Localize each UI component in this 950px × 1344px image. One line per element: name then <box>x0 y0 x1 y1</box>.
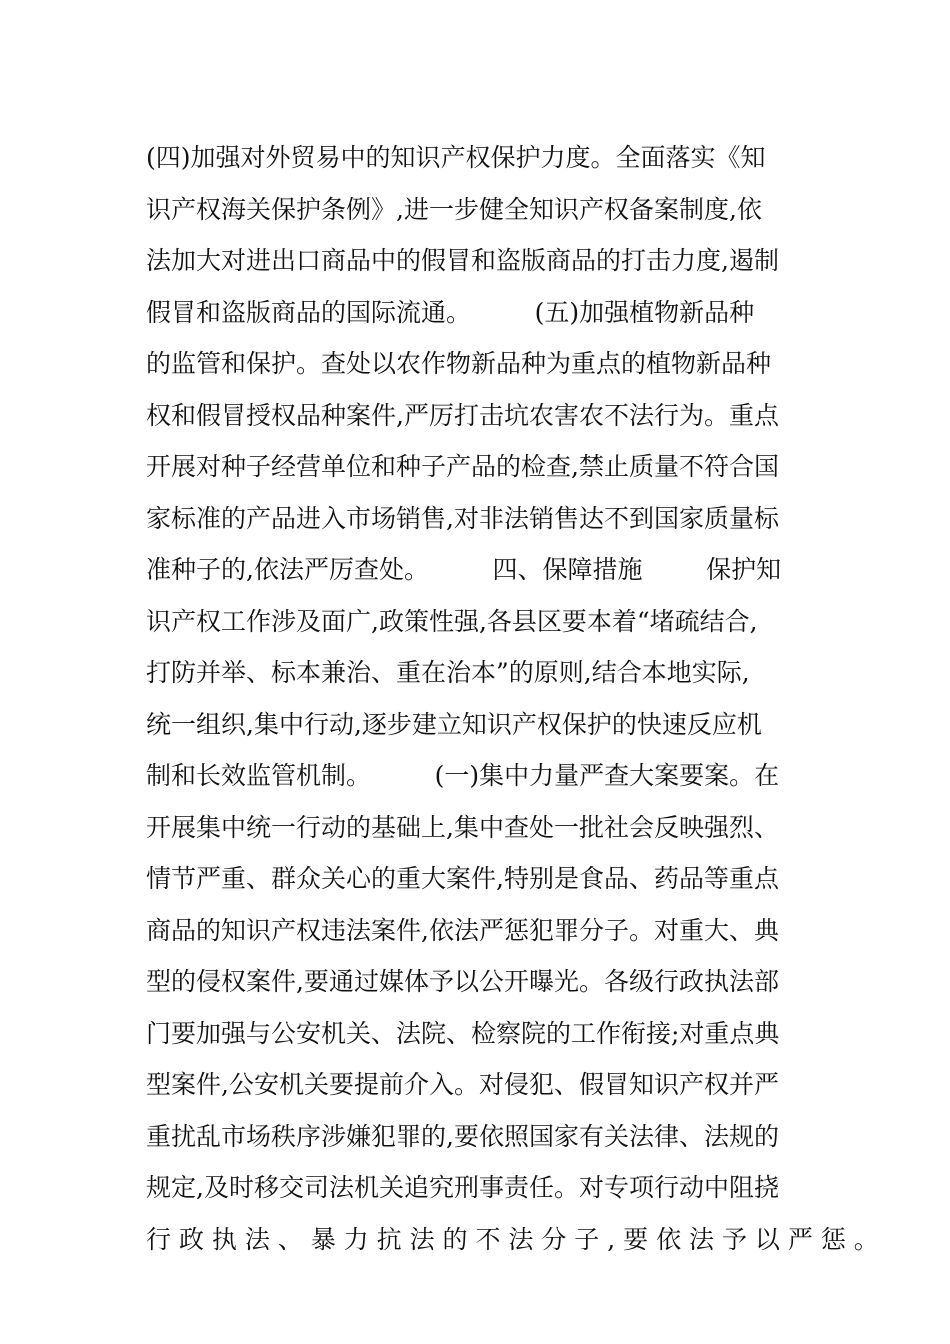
text-line: 的监管和保护。查处以农作物新品种为重点的植物新品种 <box>146 349 772 378</box>
text-line: 制和长效监管机制。 (一)集中力量严查大案要案。在 <box>146 761 780 790</box>
text-line: (四)加强对外贸易中的知识产权保护力度。全面落实《知 <box>146 143 766 172</box>
text-line: 打防并举、标本兼治、重在治本”的原则,结合本地实际, <box>146 658 750 687</box>
text-line: 开展集中统一行动的基础上,集中查处一批社会反映强烈、 <box>146 812 779 842</box>
text-line: 重扰乱市场秩序涉嫌犯罪的,要依照国家有关法律、法规的 <box>146 1121 779 1151</box>
text-line: 假冒和盗版商品的国际流通。 (五)加强植物新品种 <box>146 297 755 327</box>
text-line: 门要加强与公安机关、法院、检察院的工作衔接;对重点典 <box>146 1018 780 1048</box>
text-line: 规定,及时移交司法机关追究刑事责任。对专项行动中阻挠 <box>146 1173 779 1202</box>
text-line: 权和假冒授权品种案件,严厉打击坑农害农不法行为。重点 <box>146 400 779 430</box>
text-line: 准种子的,依法严厉查处。 四、保障措施 保护知 <box>146 555 782 584</box>
text-line: 开展对种子经营单位和种子产品的检查,禁止质量不符合国 <box>146 452 779 481</box>
text-line: 法加大对进出口商品中的假冒和盗版商品的打击力度,遏制 <box>146 246 779 275</box>
text-line: 情节严重、群众关心的重大案件,特别是食品、药品等重点 <box>146 864 779 893</box>
text-line: 型的侵权案件,要通过媒体予以公开曝光。各级行政执法部 <box>146 967 779 996</box>
text-line: 型案件,公安机关要提前介入。对侵犯、假冒知识产权并严 <box>146 1070 779 1099</box>
text-line: 行 政 执 法 、 暴 力 抗 法 的 不 法 分 子 , 要 依 法 予 以 严 惩 。 <box>146 1224 879 1254</box>
text-line: 统一组织,集中行动,逐步建立知识产权保护的快速反应机 <box>146 709 762 739</box>
body-text <box>146 132 879 1265</box>
text-line: 家标准的产品进入市场销售,对非法销售达不到国家质量标 <box>146 503 779 533</box>
text-line: 识产权工作涉及面广,政策性强,各县区要本着“堵疏结合, <box>146 606 758 636</box>
text-line: 商品的知识产权违法案件,依法严惩犯罪分子。对重大、典 <box>146 915 779 945</box>
text-line: 识产权海关保护条例》,进一步健全知识产权备案制度,依 <box>146 194 762 224</box>
